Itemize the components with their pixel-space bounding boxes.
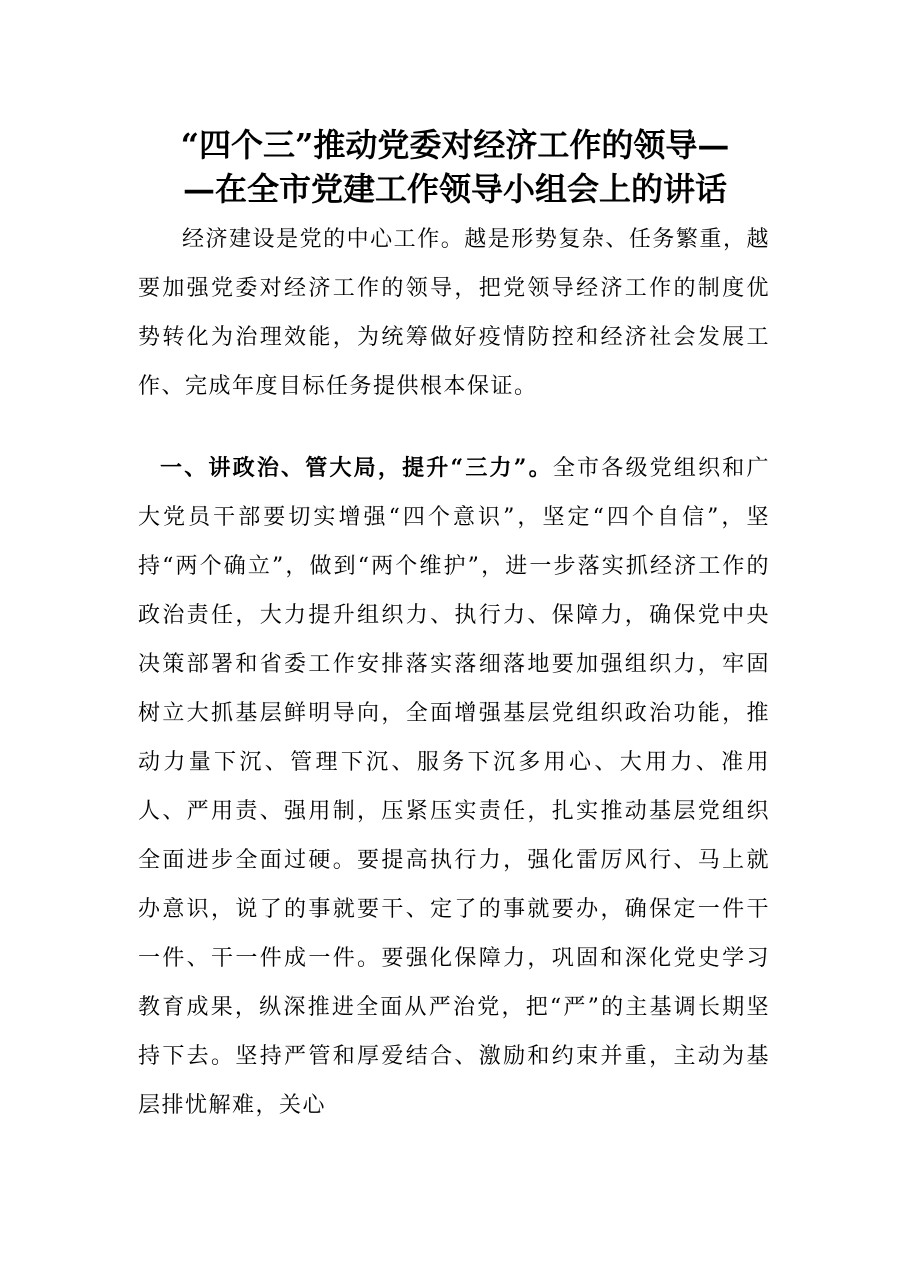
document-title-line-2: —在全市党建工作领导小组会上的讲话 [182, 170, 727, 208]
section-1-text: 全市各级党组织和广大党员干部要切实增强“四个意识”，坚定“四个自信”，坚持“两个确立”，做到“两个维护”，进一步落实抓经济工作的政治责任，大力提升组织力、执行力、保障力，确保党中央决策部署和省委工作安排落实落细落地要加强组织力，牢固树立大抓基层鲜明导向，全面增强基层党组织政治功能，推动力量下沉、管理下沉、服务下沉多用心、大用力、准用人、严用责、强用制，压紧压实责任，扎实推动基层党组织全面进步全面过硬。要提高执行力，强化雷厉风行、马上就办意识，说了的事就要干、定了的事就要办，确保定一件干一件、干一件成一件。要强化保障力，巩固和深化党史学习教育成果，纵深推进全面从严治党，把“严”的主基调长期坚持下去。坚持严管和厚爱结合、激励和约束并重，主动为基层排忧解难，关心 [138, 456, 770, 1118]
section-1-heading: 一、讲政治、管大局，提升“三力”。 [160, 455, 553, 481]
intro-paragraph: 经济建设是党的中心工作。越是形势复杂、任务繁重，越要加强党委对经济工作的领导，把党领导经济工作的制度优势转化为治理效能，为统筹做好疫情防控和经济社会发展工作、完成年度目标任务提供根本保证。 [138, 227, 770, 399]
section-1-paragraph [138, 444, 770, 1130]
document-title-line-1: “四个三”推动党委对经济工作的领导— [180, 126, 730, 164]
